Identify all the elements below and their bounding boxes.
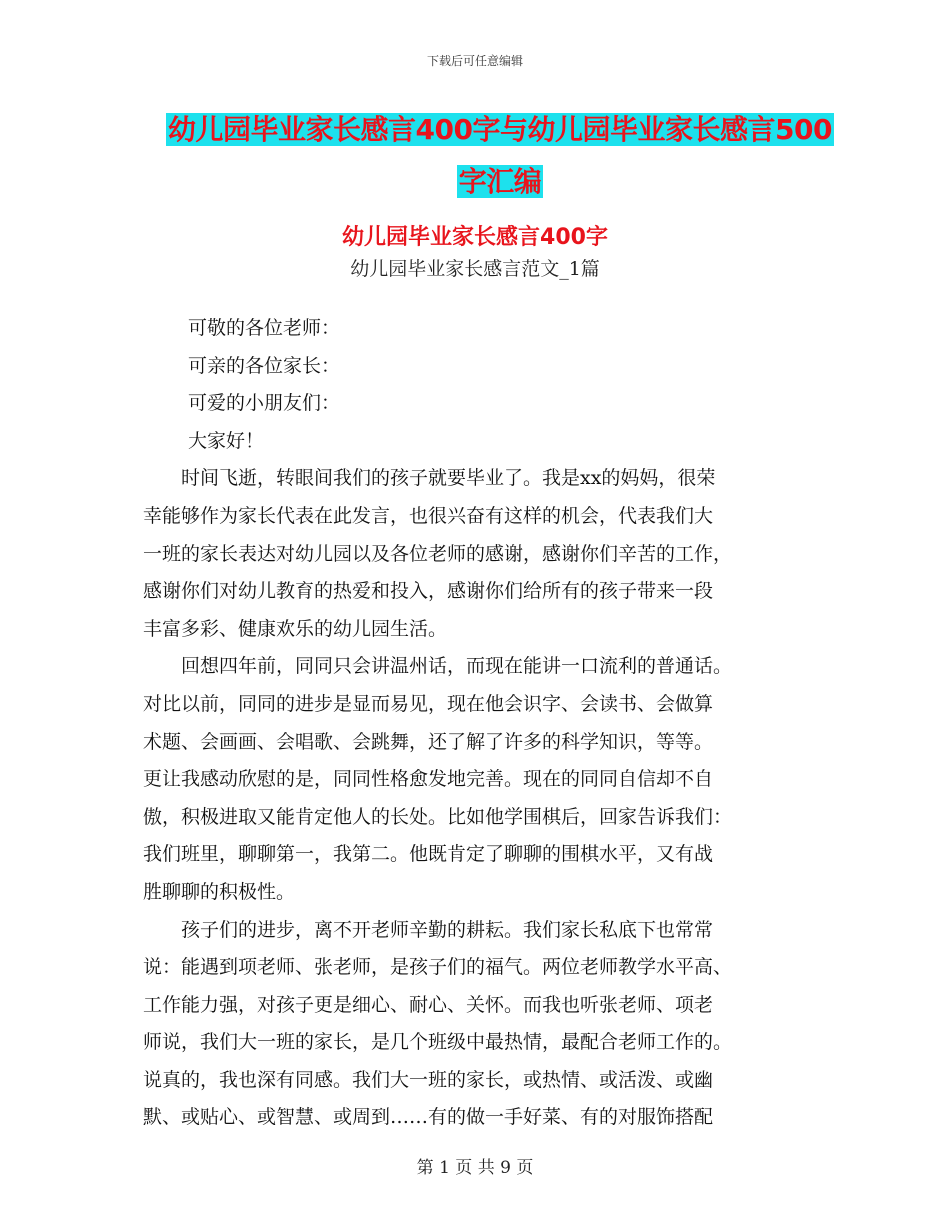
paragraph-line: 幸能够作为家长代表在此发言，也很兴奋有这样的机会，代表我们大 — [143, 504, 714, 527]
document-body — [143, 310, 809, 1137]
greeting-line: 大家好！ — [188, 429, 265, 452]
header-note: 下载后可任意编辑 — [426, 54, 523, 68]
paragraph-line: 更让我感动欣慰的是，同同性格愈发地完善。现在的同同自信却不自 — [143, 768, 714, 791]
paragraph-line: 工作能力强，对孩子更是细心、耐心、关怀。而我也听张老师、项老 — [143, 993, 714, 1016]
paragraph-line: 傲，积极进取又能肯定他人的长处。比如他学围棋后，回家告诉我们： — [143, 805, 733, 828]
paragraph-line: 我们班里，聊聊第一，我第二。他既肯定了聊聊的围棋水平，又有战 — [143, 843, 714, 866]
paragraph-line: 默、或贴心、或智慧、或周到……有的做一手好菜、有的对服饰搭配 — [143, 1106, 714, 1129]
document-title-line-2: 字汇编 — [458, 165, 542, 198]
paragraph-line: 孩子们的进步，离不开老师辛勤的耕耘。我们家长私底下也常常 — [143, 918, 714, 941]
greeting-line: 可爱的小朋友们： — [188, 392, 341, 415]
page-footer: 第 1 页 共 9 页 — [416, 1158, 534, 1178]
paragraph-line: 术题、会画画、会唱歌、会跳舞，还了解了许多的科学知识，等等。 — [143, 730, 714, 753]
document-title-line-1: 幼儿园毕业家长感言400字与幼儿园毕业家长感言500 — [168, 113, 832, 146]
greeting-line: 可敬的各位老师： — [188, 317, 341, 339]
paragraph-line: 一班的家长表达对幼儿园以及各位老师的感谢，感谢你们辛苦的工作， — [143, 542, 733, 565]
section-subtitle: 幼儿园毕业家长感言范文_1篇 — [350, 258, 600, 280]
paragraph-line: 师说，我们大一班的家长，是几个班级中最热情，最配合老师工作的。 — [143, 1031, 733, 1054]
paragraph-line: 说：能遇到项老师、张老师，是孩子们的福气。两位老师教学水平高、 — [143, 956, 733, 979]
paragraph-line: 感谢你们对幼儿教育的热爱和投入，感谢你们给所有的孩子带来一段 — [143, 580, 714, 603]
paragraph-line: 胜聊聊的积极性。 — [143, 880, 296, 903]
paragraph-line: 回想四年前，同同只会讲温州话，而现在能讲一口流利的普通话。 — [143, 655, 733, 678]
document-title — [150, 104, 850, 208]
section-title: 幼儿园毕业家长感言400字 — [342, 225, 608, 250]
paragraph-line: 对比以前，同同的进步是显而易见，现在他会识字、会读书、会做算 — [143, 692, 714, 715]
greeting-line: 可亲的各位家长： — [188, 354, 341, 377]
paragraph-line: 说真的，我也深有同感。我们大一班的家长，或热情、或活泼、或幽 — [143, 1068, 714, 1091]
paragraph-line: 时间飞逝，转眼间我们的孩子就要毕业了。我是xx的妈妈，很荣 — [143, 467, 716, 490]
paragraph-line: 丰富多彩、健康欢乐的幼儿园生活。 — [143, 617, 448, 640]
